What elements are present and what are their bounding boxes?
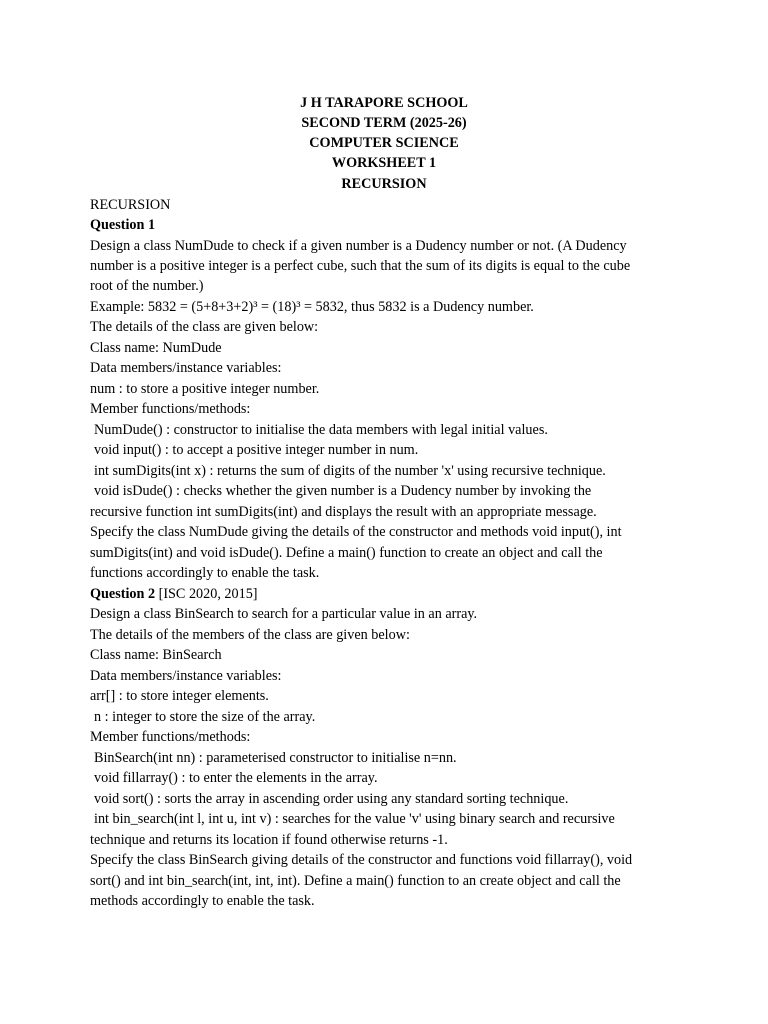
q1-line: Class name: NumDude xyxy=(90,340,222,356)
q1-line: NumDude() : constructor to initialise the data members with legal initial values. xyxy=(94,422,548,438)
q2-line: void sort() : sorts the array in ascending order using any standard sorting technique. xyxy=(94,791,569,807)
q2-line: void fillarray() : to enter the elements in the array. xyxy=(94,770,378,786)
q1-line: num : to store a positive integer number. xyxy=(90,381,320,397)
question-2-heading xyxy=(90,584,258,604)
q2-line: methods accordingly to enable the task. xyxy=(90,893,315,909)
question-2-reference: [ISC 2020, 2015] xyxy=(155,586,258,602)
q2-line: Member functions/methods: xyxy=(90,729,251,745)
q2-line: BinSearch(int nn) : parameterised constructor to initialise n=nn. xyxy=(94,750,457,766)
q2-line: sort() and int bin_search(int, int, int). Define a main() function to an create object and call the xyxy=(90,873,621,889)
q2-line: Class name: BinSearch xyxy=(90,647,222,663)
q2-line: The details of the members of the class are given below: xyxy=(90,627,410,643)
q1-line: void isDude() : checks whether the given number is a Dudency number by invoking the xyxy=(94,483,592,499)
q1-line: functions accordingly to enable the task. xyxy=(90,565,320,581)
q1-line: number is a positive integer is a perfect cube, such that the sum of its digits is equal to the cube xyxy=(90,258,631,274)
q1-line: root of the number.) xyxy=(90,278,204,294)
q1-line: Member functions/methods: xyxy=(90,401,251,417)
question-2-title: Question 2 xyxy=(90,586,156,602)
worksheet-title: WORKSHEET 1 xyxy=(331,155,437,171)
q1-line: Example: 5832 = (5+8+3+2)³ = (18)³ = 5832, thus 5832 is a Dudency number. xyxy=(90,299,534,315)
q1-line: The details of the class are given below: xyxy=(90,319,319,335)
q2-line: Design a class BinSearch to search for a particular value in an array. xyxy=(90,606,478,622)
q1-line: Design a class NumDude to check if a given number is a Dudency number or not. (A Dudency xyxy=(90,238,627,254)
term-title: SECOND TERM (2025-26) xyxy=(301,115,467,131)
q2-line: int bin_search(int l, int u, int v) : searches for the value 'v' using binary search and recursive xyxy=(94,811,615,827)
question-1-title: Question 1 xyxy=(90,217,156,233)
school-name: J H TARAPORE SCHOOL xyxy=(300,95,468,111)
q1-line: recursive function int sumDigits(int) and displays the result with an appropriate message. xyxy=(90,504,597,520)
q1-line: sumDigits(int) and void isDude(). Define a main() function to create an object and call the xyxy=(90,545,603,561)
q2-line: technique and returns its location if found otherwise returns -1. xyxy=(90,832,448,848)
q2-line: arr[] : to store integer elements. xyxy=(90,688,269,704)
topic-title: RECURSION xyxy=(341,176,427,192)
q1-line: Specify the class NumDude giving the details of the constructor and methods void input(), int xyxy=(90,524,622,540)
q1-line: void input() : to accept a positive integer number in num. xyxy=(94,442,419,458)
q1-line: int sumDigits(int x) : returns the sum of digits of the number 'x' using recursive technique. xyxy=(94,463,606,479)
q2-line: Specify the class BinSearch giving details of the constructor and functions void fillarray(), void xyxy=(90,852,633,868)
q1-line: Data members/instance variables: xyxy=(90,360,282,376)
section-label: RECURSION xyxy=(90,197,171,213)
subject-title: COMPUTER SCIENCE xyxy=(309,135,459,151)
q2-line: Data members/instance variables: xyxy=(90,668,282,684)
q2-line: n : integer to store the size of the array. xyxy=(94,709,316,725)
